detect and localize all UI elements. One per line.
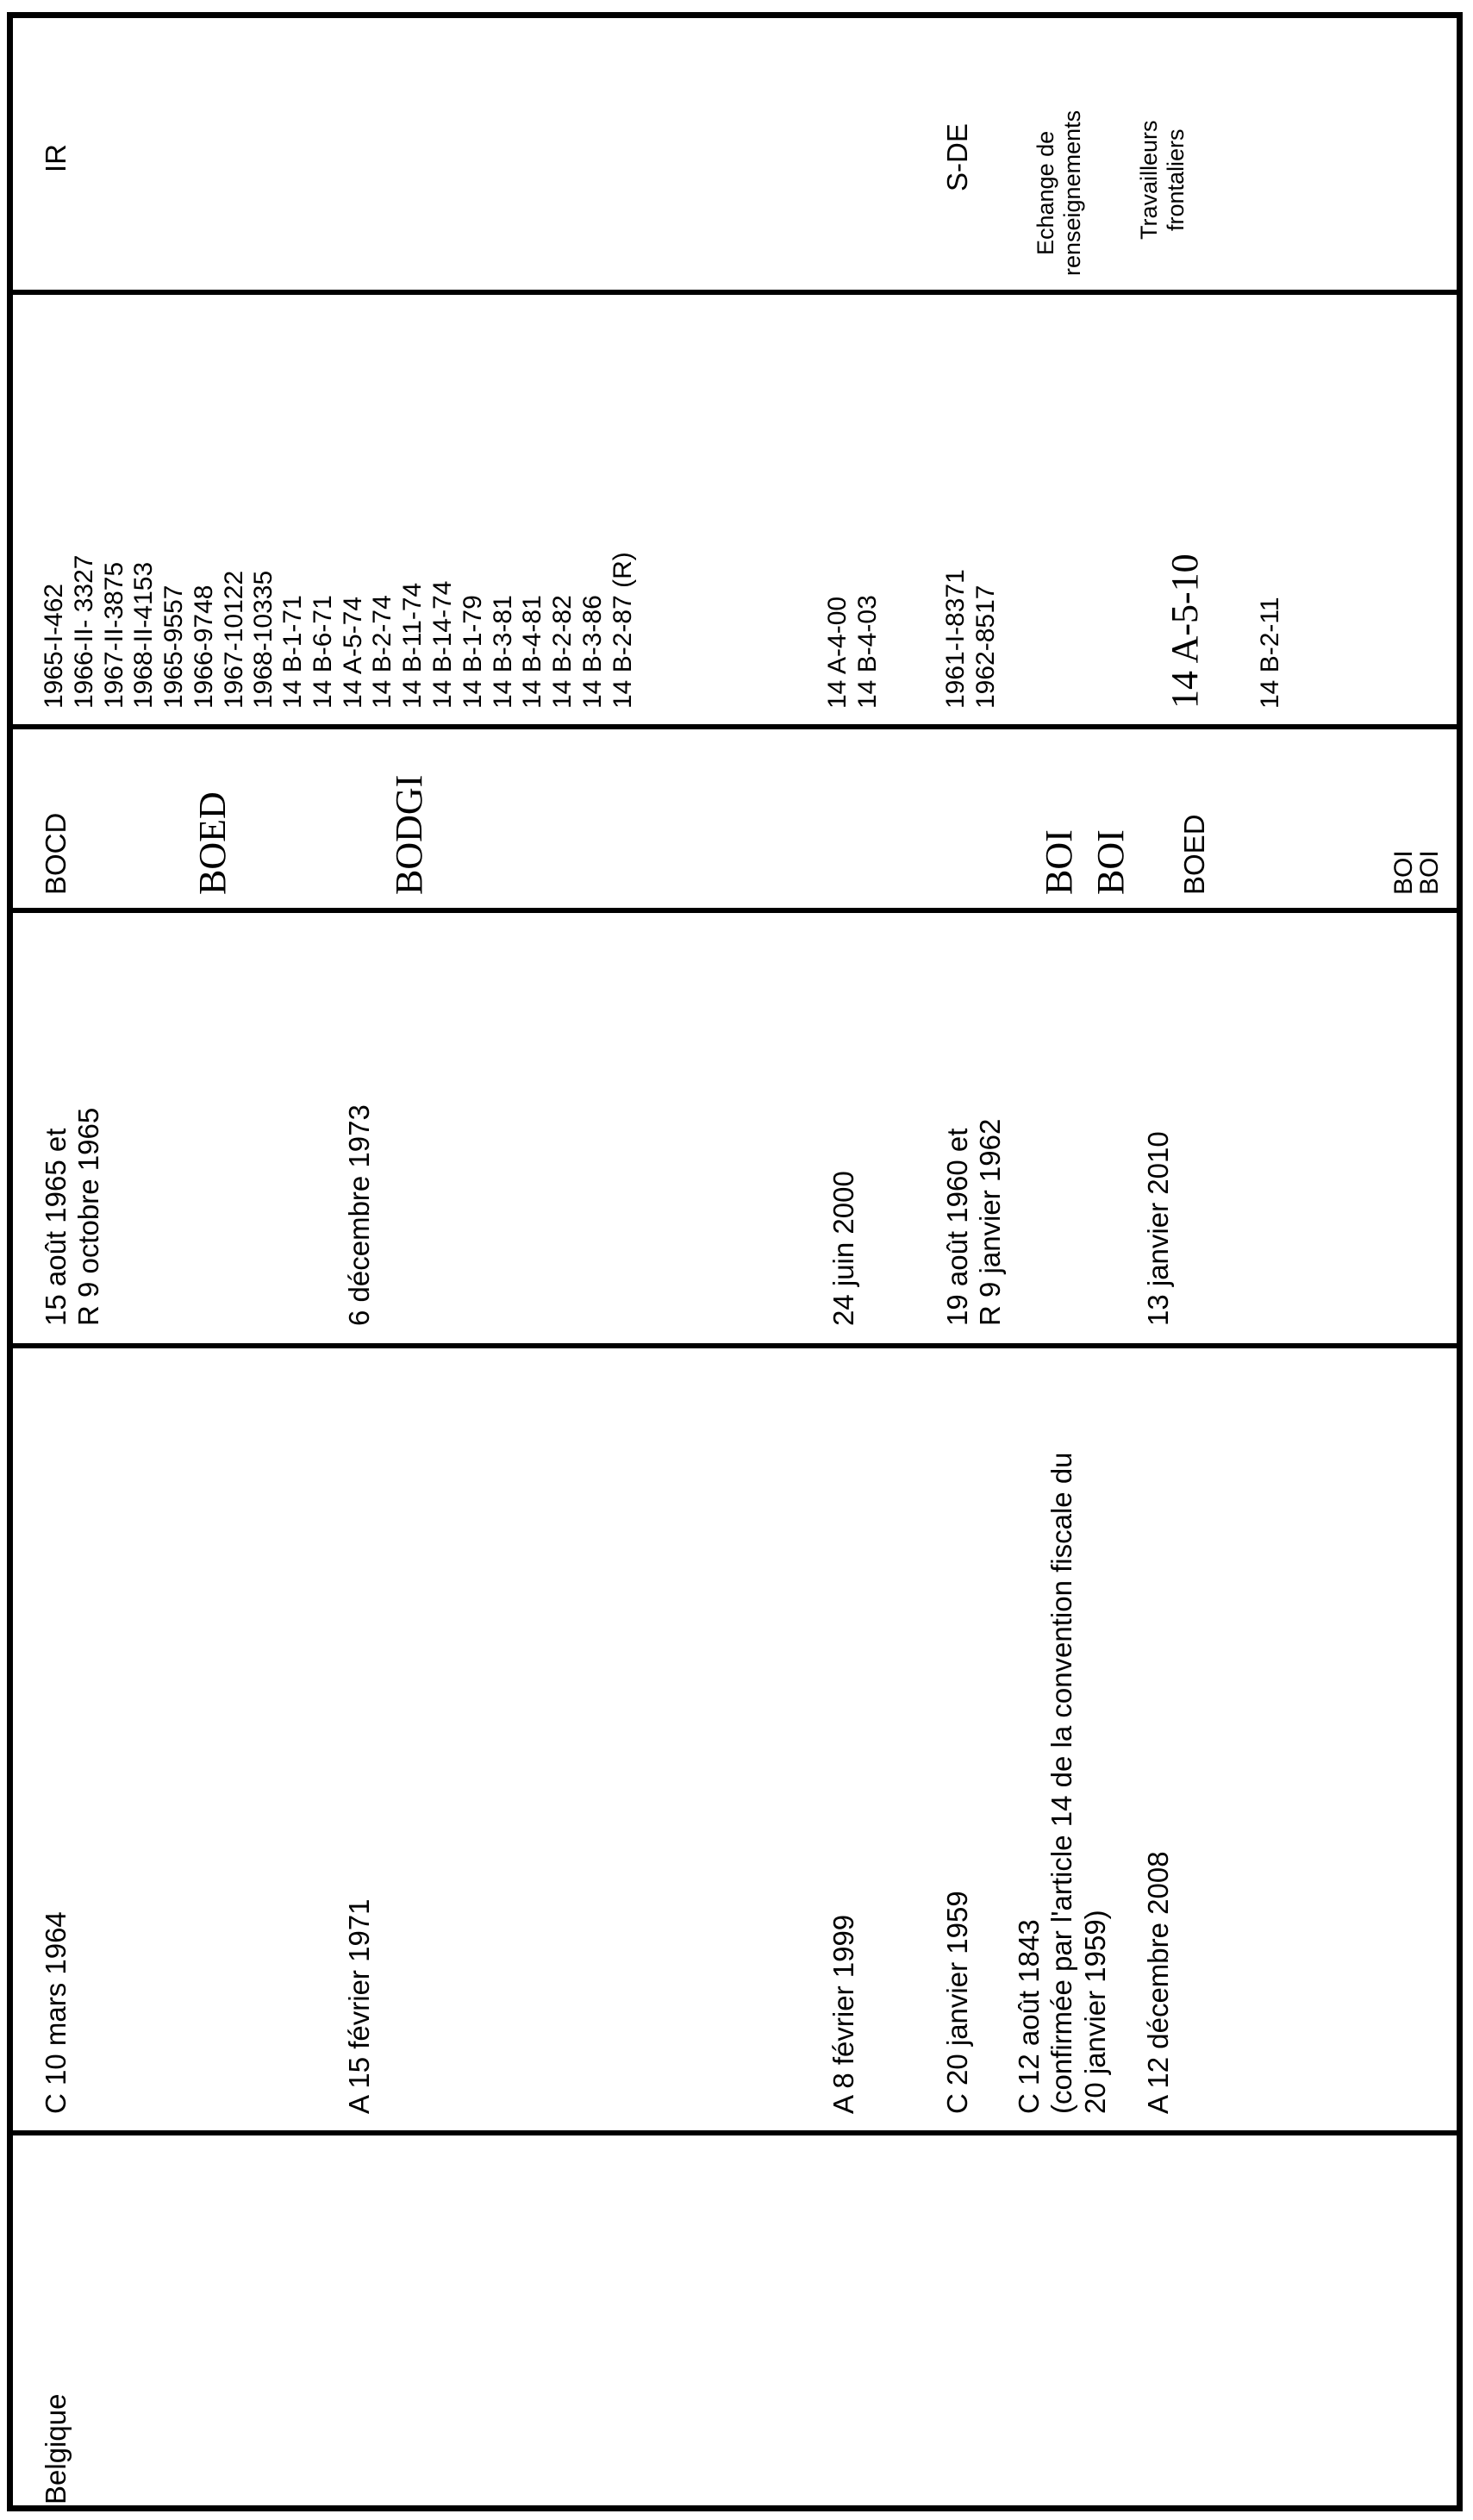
convention-c-1964: C 10 mars 1964 (40, 1911, 72, 2114)
matter-echange-renseignements: Echange de renseignements (1033, 109, 1086, 276)
convention-c-1843: C 12 août 1843 (confirmée par l'article 14 de la convention fiscale du 20 janvier 1959) (1013, 1452, 1111, 2114)
country-name: Belgique (40, 2393, 72, 2504)
references-group-5: 1961-I-8371 1962-8517 (941, 569, 1000, 709)
row-divider-5 (7, 2130, 1463, 2135)
matter-ir: IR (40, 144, 72, 172)
decree-1960: 19 août 1960 et R 9 janvier 1962 (941, 1118, 1007, 1326)
publication-boi: BOI (1089, 829, 1132, 895)
row-divider-2 (7, 724, 1463, 729)
convention-a-1999: A 8 février 1999 (827, 1914, 859, 2114)
publication-boi: BOI (1389, 850, 1418, 895)
references-group-4: 14 A-4-00 14 B-4-03 (823, 595, 882, 709)
publication-bocd: BOCD (40, 812, 72, 895)
publication-boed: BOED (191, 791, 234, 895)
publication-boed: BOED (1178, 814, 1210, 895)
row-divider-1 (7, 290, 1463, 295)
references-group-7: 14 B-2-11 (1256, 597, 1284, 709)
row-divider-4 (7, 1343, 1463, 1348)
references-group-3: 14 B-1-71 14 B-6-71 14 A-5-74 14 B-2-74 14 B-11-74 14 B-14-74 14 B-1-79 14 B-3-81 14 B-4-81 14 B-2-82 14 B-3-86 14 B-2-87 (R) (278, 552, 637, 709)
decree-1965: 15 août 1965 et R 9 octobre 1965 (40, 1107, 105, 1326)
convention-a-2008: A 12 décembre 2008 (1142, 1851, 1174, 2114)
references-group-1: 1965-I-462 1966-II- 3327 1967-II-3875 1968-II-4153 (40, 554, 159, 709)
references-group-2: 1965-9557 1966-9748 1967-10122 1968-10335 (159, 570, 278, 709)
decree-2010: 13 janvier 2010 (1142, 1131, 1174, 1326)
matter-s-de: S-DE (941, 123, 973, 191)
publication-boi: BOI (1415, 850, 1444, 895)
publication-boi: BOI (1038, 829, 1080, 895)
table-border (7, 12, 1463, 2511)
convention-c-1959: C 20 janvier 1959 (941, 1891, 973, 2114)
row-divider-3 (7, 908, 1463, 913)
decree-1973: 6 décembre 1973 (343, 1104, 375, 1326)
references-group-6: 14 A-5-10 (1164, 553, 1206, 709)
publication-bodgi: BODGI (388, 774, 430, 895)
convention-a-1971: A 15 février 1971 (343, 1898, 375, 2114)
matter-travailleurs-frontaliers: Travailleurs frontaliers (1136, 120, 1189, 240)
decree-2000: 24 juin 2000 (827, 1171, 859, 1326)
